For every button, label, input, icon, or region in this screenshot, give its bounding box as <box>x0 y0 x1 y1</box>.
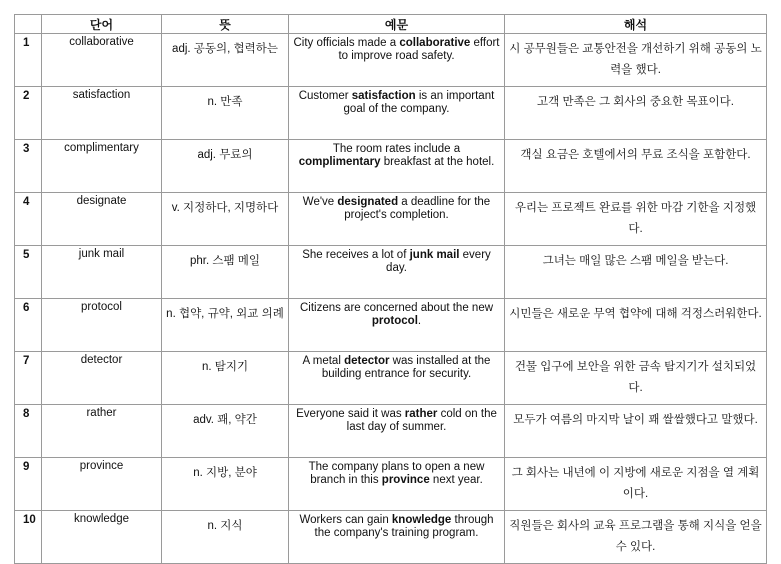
example-sentence <box>289 34 505 87</box>
vocab-word: protocol <box>42 299 162 352</box>
word-meaning: v. 지정하다, 지명하다 <box>162 193 289 246</box>
example-sentence <box>289 299 505 352</box>
example-highlight-word: knowledge <box>391 514 452 526</box>
example-sentence <box>289 352 505 405</box>
example-highlight-word: province <box>381 474 430 486</box>
example-text-before: She receives a lot of <box>302 249 410 261</box>
example-text-after: next year. <box>429 474 483 486</box>
example-sentence <box>289 405 505 458</box>
translation-text: 시민들은 새로운 무역 협약에 대해 걱정스러워한다. <box>505 299 767 352</box>
row-number: 7 <box>15 352 42 405</box>
translation-text: 시 공무원들은 교통안전을 개선하기 위해 공동의 노력을 했다. <box>505 34 767 87</box>
row-number: 10 <box>15 511 42 564</box>
example-text-before: We've <box>302 196 338 208</box>
vocab-word: knowledge <box>42 511 162 564</box>
translation-text: 객실 요금은 호텔에서의 무료 조식을 포함한다. <box>505 140 767 193</box>
row-number: 4 <box>15 193 42 246</box>
example-highlight-word: designated <box>337 196 399 208</box>
example-text-before: A metal <box>302 355 345 367</box>
vocab-word: satisfaction <box>42 87 162 140</box>
example-highlight-word: collaborative <box>399 37 471 49</box>
header-row <box>15 15 767 34</box>
row-number: 3 <box>15 140 42 193</box>
table-row <box>15 405 767 458</box>
example-text-after: every day. <box>386 249 491 274</box>
vocabulary-table <box>14 14 767 564</box>
translation-text: 건물 입구에 보안을 위한 금속 탐지기가 설치되었다. <box>505 352 767 405</box>
example-text-after: is an important goal of the company. <box>343 90 495 115</box>
row-number: 8 <box>15 405 42 458</box>
example-text-after: was installed at the building entrance for security. <box>321 355 491 380</box>
example-text-before: Customer <box>298 90 352 102</box>
header-number <box>15 15 42 34</box>
header-example: 예문 <box>289 15 505 34</box>
table-row <box>15 246 767 299</box>
translation-text: 고객 만족은 그 회사의 중요한 목표이다. <box>505 87 767 140</box>
word-meaning: phr. 스팸 메일 <box>162 246 289 299</box>
example-highlight-word: complimentary <box>298 156 381 168</box>
example-text-before: City officials made a <box>293 37 400 49</box>
table-row <box>15 458 767 511</box>
row-number: 5 <box>15 246 42 299</box>
translation-text: 우리는 프로젝트 완료를 위한 마감 기한을 지정했다. <box>505 193 767 246</box>
translation-text: 직원들은 회사의 교육 프로그램을 통해 지식을 얻을 수 있다. <box>505 511 767 564</box>
word-meaning: n. 지방, 분야 <box>162 458 289 511</box>
example-text-after: cold on the last day of summer. <box>346 408 497 433</box>
example-text-after: breakfast at the hotel. <box>380 156 495 168</box>
example-sentence <box>289 246 505 299</box>
example-highlight-word: rather <box>404 408 438 420</box>
table-row <box>15 352 767 405</box>
table-row <box>15 511 767 564</box>
row-number: 2 <box>15 87 42 140</box>
word-meaning: adj. 공동의, 협력하는 <box>162 34 289 87</box>
word-meaning: adv. 꽤, 약간 <box>162 405 289 458</box>
translation-text: 그녀는 매일 많은 스팸 메일을 받는다. <box>505 246 767 299</box>
word-meaning: adj. 무료의 <box>162 140 289 193</box>
example-text-after: a deadline for the project's completion. <box>344 196 491 221</box>
table-row <box>15 299 767 352</box>
row-number: 6 <box>15 299 42 352</box>
example-text-before: Citizens are concerned about the new <box>299 302 494 314</box>
example-sentence <box>289 193 505 246</box>
vocab-word: junk mail <box>42 246 162 299</box>
word-meaning: n. 지식 <box>162 511 289 564</box>
table-row <box>15 87 767 140</box>
vocab-word: rather <box>42 405 162 458</box>
example-sentence <box>289 511 505 564</box>
word-meaning: n. 만족 <box>162 87 289 140</box>
example-text-before: Workers can gain <box>299 514 392 526</box>
word-meaning: n. 협약, 규약, 외교 의례 <box>162 299 289 352</box>
example-highlight-word: junk mail <box>409 249 460 261</box>
vocab-word: designate <box>42 193 162 246</box>
vocab-word: complimentary <box>42 140 162 193</box>
example-highlight-word: detector <box>344 355 390 367</box>
example-sentence <box>289 140 505 193</box>
translation-text: 모두가 여름의 마지막 날이 꽤 쌀쌀했다고 말했다. <box>505 405 767 458</box>
table-row <box>15 193 767 246</box>
example-text-before: The room rates include a <box>332 143 461 155</box>
row-number: 1 <box>15 34 42 87</box>
example-highlight-word: satisfaction <box>351 90 416 102</box>
vocab-word: detector <box>42 352 162 405</box>
word-meaning: n. 탐지기 <box>162 352 289 405</box>
translation-text: 그 회사는 내년에 이 지방에 새로운 지점을 열 계획이다. <box>505 458 767 511</box>
example-sentence <box>289 458 505 511</box>
example-text-before: Everyone said it was <box>296 408 405 420</box>
vocab-word: province <box>42 458 162 511</box>
row-number: 9 <box>15 458 42 511</box>
vocabulary-table-container <box>14 14 767 564</box>
table-body <box>15 34 767 564</box>
header-translation: 해석 <box>505 15 767 34</box>
example-text-after: effort to improve road safety. <box>338 37 500 62</box>
example-text-after: through the company's training program. <box>314 514 494 539</box>
example-highlight-word: protocol <box>371 315 418 327</box>
example-text-before: The company plans to open a new branch in this <box>308 461 485 486</box>
header-meaning: 뜻 <box>162 15 289 34</box>
vocab-word: collaborative <box>42 34 162 87</box>
table-row <box>15 34 767 87</box>
table-row <box>15 140 767 193</box>
example-text-after: . <box>417 315 422 327</box>
example-sentence <box>289 87 505 140</box>
header-word: 단어 <box>42 15 162 34</box>
